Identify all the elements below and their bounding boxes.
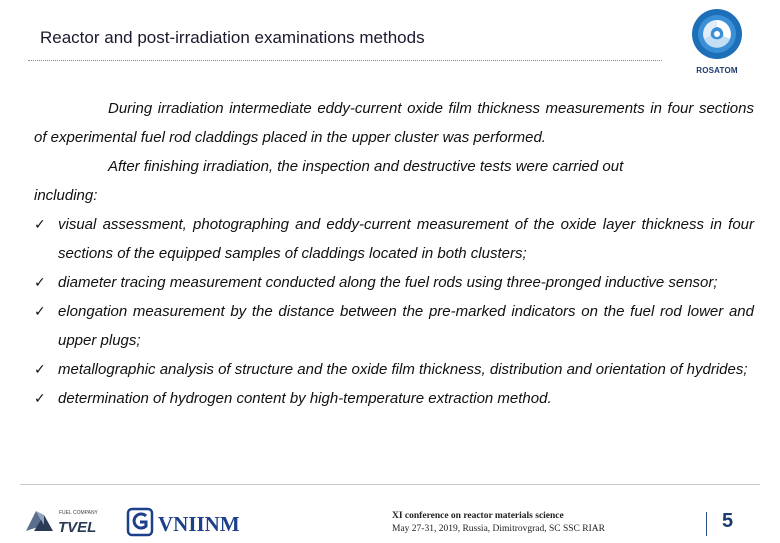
rosatom-logo: [686, 6, 748, 78]
list-item: [34, 384, 754, 413]
intro-paragraph: During irradiation intermediate eddy-current oxide film thickness measurements in four sections of experimental fuel rod claddings placed in the upper cluster was performed.: [34, 100, 754, 146]
conference-title: XI conference on reactor materials science: [392, 511, 564, 521]
list-item: [34, 355, 754, 384]
checkmark-icon: ✓: [34, 390, 46, 406]
rosatom-emblem-icon: [686, 6, 748, 64]
rosatom-logo-text: ROSATOM: [696, 66, 738, 75]
list-item: [34, 297, 754, 355]
checkmark-icon: ✓: [34, 216, 46, 232]
tvel-logo-text: TVEL: [58, 519, 97, 536]
tvel-small-text: FUEL COMPANY: [59, 510, 98, 516]
list-item-text: visual assessment, photographing and eddy-current measurement of the oxide layer thickness in four sections of the equipped samples of claddings located in both clusters;: [58, 216, 754, 262]
vniinm-logo: [126, 506, 256, 540]
tests-list: [34, 210, 754, 413]
list-item-text: diameter tracing measurement conducted along the fuel rods using three-pronged inductive sensor;: [58, 274, 718, 291]
title-divider: [28, 60, 662, 61]
conference-info: [392, 510, 605, 536]
conference-details: May 27-31, 2019, Russia, Dimitrovgrad, SC SSC RIAR: [392, 524, 605, 534]
tests-paragraph-line2: including:: [34, 187, 98, 204]
checkmark-icon: ✓: [34, 274, 46, 290]
checkmark-icon: ✓: [34, 361, 46, 377]
tvel-logo: [22, 505, 118, 537]
vniinm-logo-text: VNIINM: [158, 512, 240, 536]
page-number-separator: [706, 512, 707, 536]
list-item: [34, 210, 754, 268]
list-item-text: metallographic analysis of structure and the oxide film thickness, distribution and orientation of hydrides;: [58, 361, 748, 378]
page-title: Reactor and post-irradiation examinations methods: [40, 28, 425, 47]
slide-content: [34, 94, 754, 413]
list-item-text: determination of hydrogen content by high-temperature extraction method.: [58, 390, 552, 407]
page-number: 5: [722, 510, 734, 532]
tvel-emblem-icon: [22, 505, 56, 535]
vniinm-emblem-icon: [126, 506, 156, 538]
footer-divider: [20, 484, 760, 485]
list-item: [34, 268, 754, 297]
list-item-text: elongation measurement by the distance between the pre-marked indicators on the fuel rod lower and upper plugs;: [58, 303, 754, 349]
tests-paragraph-line1: After finishing irradiation, the inspection and destructive tests were carried out: [108, 158, 624, 175]
checkmark-icon: ✓: [34, 303, 46, 319]
